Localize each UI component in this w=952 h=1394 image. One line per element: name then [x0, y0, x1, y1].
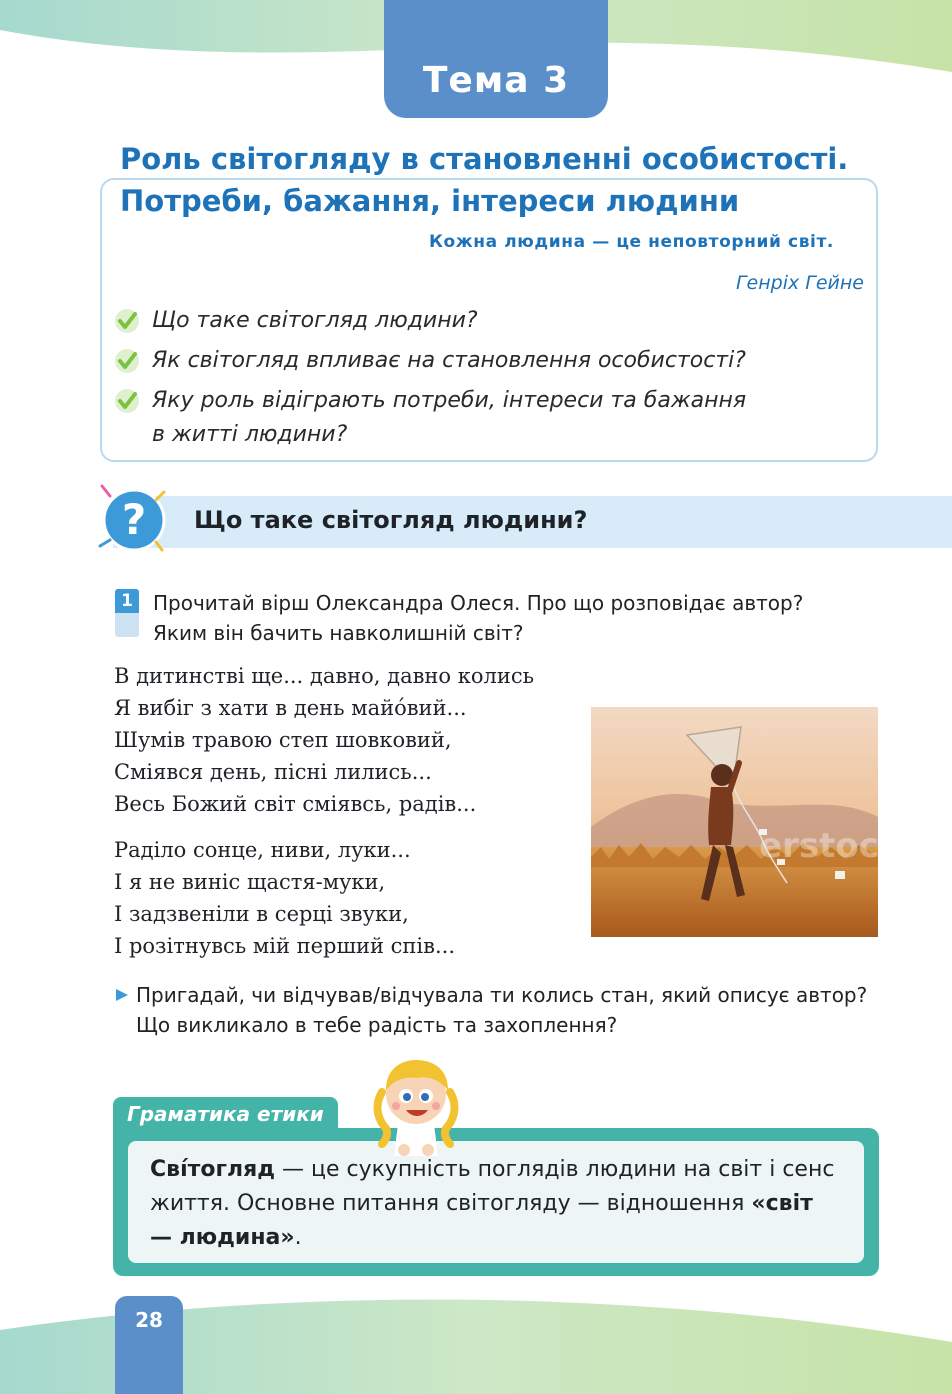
title-line-2: Потреби, бажання, інтереси людини — [120, 184, 740, 218]
poem — [114, 660, 534, 976]
check-icon — [112, 386, 142, 416]
task-line-1: Прочитай вірш Олександра Олеся. Про що розповідає автор? — [153, 591, 804, 615]
task-instruction — [153, 588, 873, 648]
epigraph-author: Генріх Гейне — [735, 272, 864, 294]
prompt-line-2: Що викликало в тебе радість та захоплення? — [136, 1013, 618, 1037]
grammar-emphasis: «світ — людина» — [150, 1191, 813, 1250]
poem-line: І я не виніс щастя-муки, — [114, 870, 386, 894]
child-with-kite-photo — [591, 707, 902, 937]
lesson-title — [120, 138, 900, 222]
poem-line: І задзвеніли в серці звуки, — [114, 902, 409, 926]
key-questions-list — [112, 304, 852, 458]
poem-line: І розітнувсь мій перший спів... — [114, 934, 455, 958]
epigraph-quote: Кожна людина — це неповторний світ. — [429, 232, 834, 252]
poem-line: Сміявся день, пісні лились... — [114, 760, 432, 784]
question-item — [112, 344, 852, 378]
grammar-text-2: . — [294, 1225, 302, 1250]
title-line-1: Роль світогляду в становленні особистості. — [120, 142, 849, 176]
page-number: 28 — [115, 1296, 183, 1394]
grammar-text-1: — це сукупність поглядів людини на світ і сенс життя. Основне питання світогляду — відношення — [150, 1157, 835, 1216]
section-title: Що таке світогляд людини? — [194, 506, 588, 534]
task-number-badge — [115, 589, 139, 637]
poem-line: Весь Божий світ сміявсь, радів... — [114, 792, 477, 816]
poem-line: В дитинстві ще... давно, давно колись — [114, 664, 535, 688]
poem-stanza-2 — [114, 834, 534, 962]
grammar-term: Сві́тогляд — [150, 1157, 275, 1182]
reflection-prompt — [114, 980, 904, 1040]
question-text-continued: в житті людини? — [152, 422, 348, 447]
question-item — [112, 304, 852, 338]
grammar-label: Граматика етики — [113, 1097, 338, 1131]
grammar-definition — [128, 1141, 864, 1263]
photo-watermark: erstock — [759, 826, 902, 866]
triangle-bullet-icon — [114, 980, 136, 1010]
question-text: Як світогляд впливає на становлення особистості? — [152, 348, 746, 373]
question-mark-icon — [94, 480, 174, 560]
topic-tab: Тема 3 — [384, 0, 608, 118]
prompt-line-1: Пригадай, чи відчував/відчувала ти колись стан, який описує автор? — [136, 983, 868, 1007]
question-text: Яку роль відіграють потреби, інтереси та бажання — [152, 388, 747, 413]
check-icon — [112, 346, 142, 376]
question-item — [112, 384, 852, 452]
girl-mascot-illustration — [368, 1052, 464, 1156]
svg-text:?: ? — [121, 495, 147, 544]
task-number: 1 — [115, 589, 139, 613]
poem-line: Я вибіг з хати в день майо́вий... — [114, 696, 467, 720]
question-text: Що таке світогляд людини? — [152, 308, 478, 333]
check-icon — [112, 306, 142, 336]
poem-line: Шумів травою степ шовковий, — [114, 728, 452, 752]
poem-line: Раділо сонце, ниви, луки... — [114, 838, 411, 862]
poem-stanza-1 — [114, 660, 534, 820]
task-line-2: Яким він бачить навколишній світ? — [153, 621, 524, 645]
